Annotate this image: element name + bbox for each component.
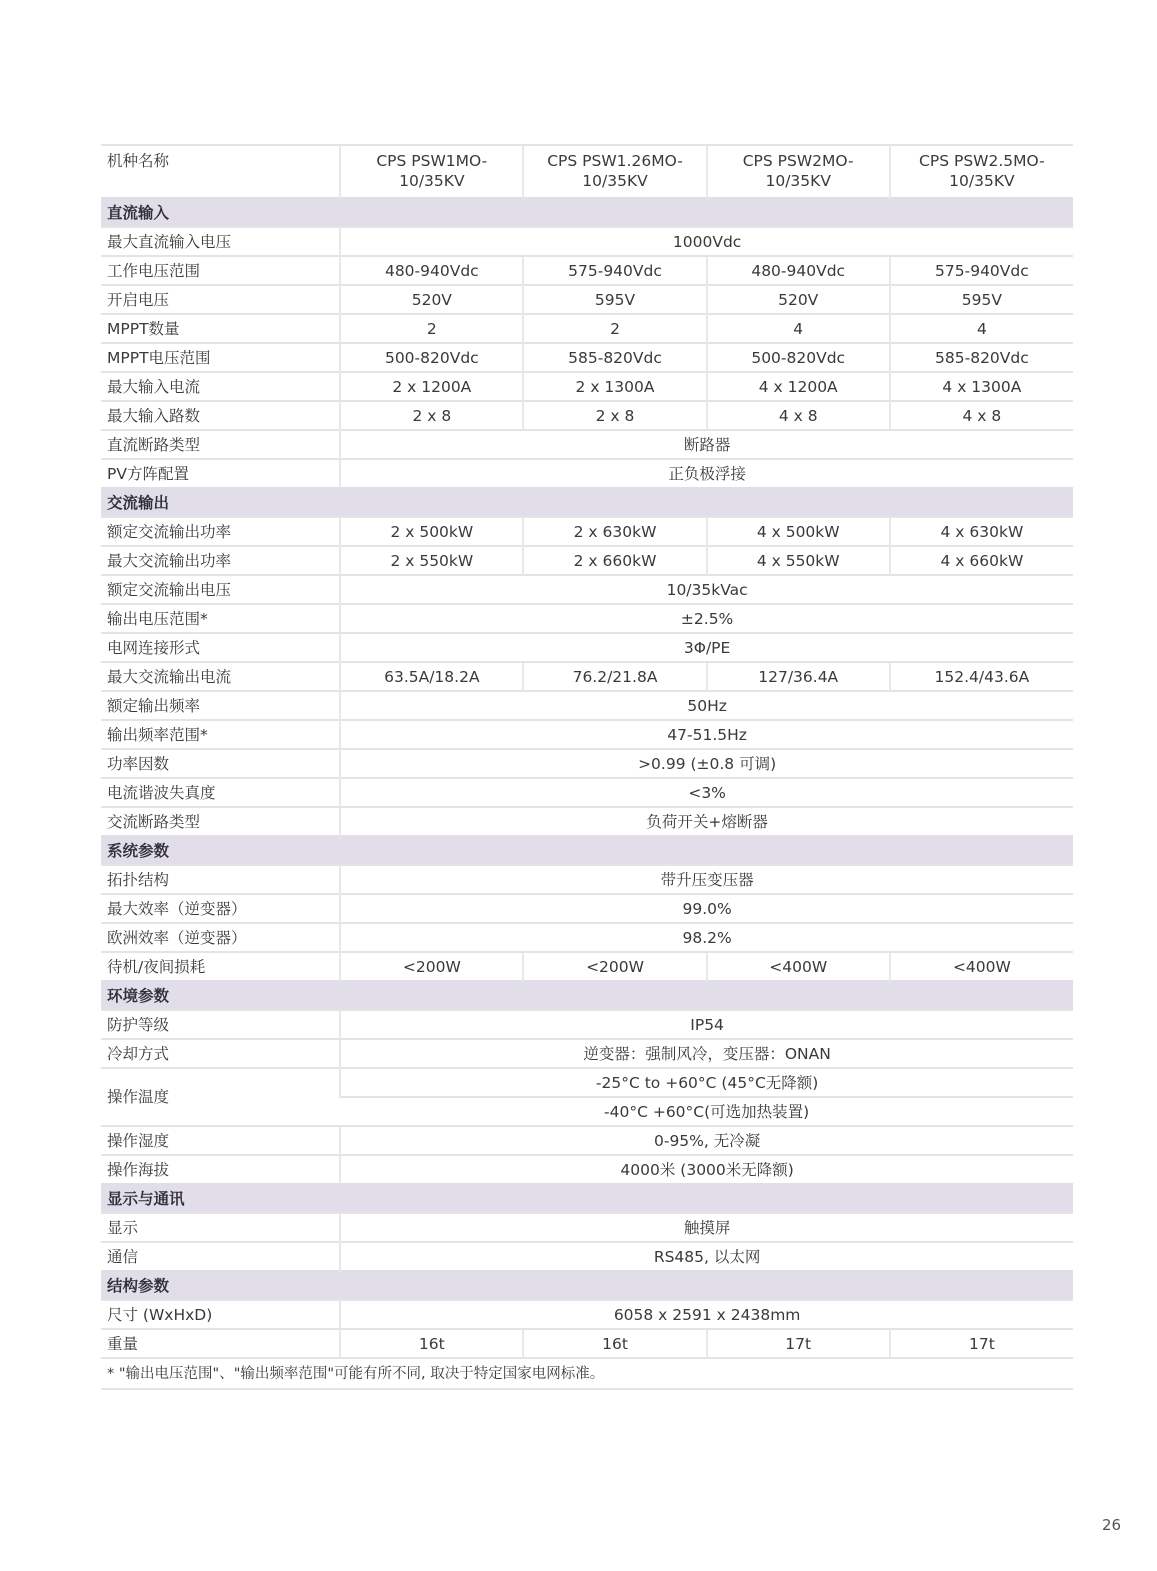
- row-value: 0-95%, 无冷凝: [340, 1126, 1073, 1155]
- page-number: 26: [1102, 1516, 1122, 1534]
- spec-table: [101, 144, 1073, 1390]
- section-title: 显示与通讯: [101, 1184, 1073, 1213]
- table-row: [101, 343, 1073, 372]
- table-row: [101, 227, 1073, 256]
- table-row: [101, 923, 1073, 952]
- row-value: 2 x 1300A: [523, 372, 706, 401]
- row-label: PV方阵配置: [101, 459, 340, 488]
- table-row: [101, 662, 1073, 691]
- row-label: 最大输入路数: [101, 401, 340, 430]
- table-row: [101, 1155, 1073, 1184]
- row-value: 2 x 550kW: [340, 546, 523, 575]
- table-row: [101, 285, 1073, 314]
- row-value: <3%: [340, 778, 1073, 807]
- table-row: [101, 894, 1073, 923]
- row-label: 直流断路类型: [101, 430, 340, 459]
- row-label: 拓扑结构: [101, 865, 340, 894]
- row-label: 额定交流输出电压: [101, 575, 340, 604]
- row-value: 152.4/43.6A: [890, 662, 1073, 691]
- row-value: 2 x 1200A: [340, 372, 523, 401]
- row-label: 防护等级: [101, 1010, 340, 1039]
- row-value: 17t: [890, 1329, 1073, 1358]
- section-title: 系统参数: [101, 836, 1073, 865]
- row-label: 重量: [101, 1329, 340, 1358]
- row-label: 电网连接形式: [101, 633, 340, 662]
- row-label: 输出电压范围*: [101, 604, 340, 633]
- row-value: 2: [523, 314, 706, 343]
- row-value: 3Φ/PE: [340, 633, 1073, 662]
- row-value: 4 x 8: [890, 401, 1073, 430]
- table-row: [101, 633, 1073, 662]
- section-row: [101, 836, 1073, 865]
- row-value: 4000米 (3000米无降额): [340, 1155, 1073, 1184]
- table-row: [101, 1126, 1073, 1155]
- row-value: 16t: [523, 1329, 706, 1358]
- row-value: 4: [890, 314, 1073, 343]
- row-value: 16t: [340, 1329, 523, 1358]
- row-value: 4 x 1300A: [890, 372, 1073, 401]
- row-label: 冷却方式: [101, 1039, 340, 1068]
- table-row: [101, 1039, 1073, 1068]
- row-value: 47-51.5Hz: [340, 720, 1073, 749]
- section-title: 环境参数: [101, 981, 1073, 1010]
- header-model: CPS PSW1.26MO- 10/35KV: [523, 145, 706, 198]
- row-value: >0.99 (±0.8 可调): [340, 749, 1073, 778]
- row-label: 最大效率（逆变器）: [101, 894, 340, 923]
- row-value: 4 x 550kW: [707, 546, 890, 575]
- row-label: 待机/夜间损耗: [101, 952, 340, 981]
- row-value: 500-820Vdc: [707, 343, 890, 372]
- row-value: 50Hz: [340, 691, 1073, 720]
- table-row: [101, 807, 1073, 836]
- row-value: ±2.5%: [340, 604, 1073, 633]
- section-title: 交流输出: [101, 488, 1073, 517]
- row-value: 17t: [707, 1329, 890, 1358]
- table-row: [101, 372, 1073, 401]
- row-value: 575-940Vdc: [523, 256, 706, 285]
- table-row: [101, 1010, 1073, 1039]
- row-value: 520V: [707, 285, 890, 314]
- table-row: [101, 1300, 1073, 1329]
- row-value: 520V: [340, 285, 523, 314]
- row-label: 交流断路类型: [101, 807, 340, 836]
- row-value: 4 x 500kW: [707, 517, 890, 546]
- row-value: -40°C +60°C(可选加热装置): [340, 1097, 1073, 1126]
- row-value: 2 x 660kW: [523, 546, 706, 575]
- row-value: 575-940Vdc: [890, 256, 1073, 285]
- row-value: 断路器: [340, 430, 1073, 459]
- header-label: 机种名称: [101, 145, 340, 198]
- row-label: 显示: [101, 1213, 340, 1242]
- header-model: CPS PSW2MO- 10/35KV: [707, 145, 890, 198]
- row-label: 最大直流输入电压: [101, 227, 340, 256]
- row-value: 带升压变压器: [340, 865, 1073, 894]
- row-label: 尺寸 (WxHxD): [101, 1300, 340, 1329]
- section-row: [101, 1271, 1073, 1300]
- row-value: IP54: [340, 1010, 1073, 1039]
- row-value: 10/35kVac: [340, 575, 1073, 604]
- row-value: 4 x 660kW: [890, 546, 1073, 575]
- section-title: 结构参数: [101, 1271, 1073, 1300]
- table-row: [101, 778, 1073, 807]
- section-row: [101, 1184, 1073, 1213]
- row-value: 4: [707, 314, 890, 343]
- row-label: 通信: [101, 1242, 340, 1271]
- footnote-row: [101, 1358, 1073, 1389]
- row-value: -25°C to +60°C (45°C无降额): [340, 1068, 1073, 1097]
- row-label: 最大输入电流: [101, 372, 340, 401]
- row-value: 2 x 8: [523, 401, 706, 430]
- table-row: [101, 952, 1073, 981]
- table-row: [101, 1213, 1073, 1242]
- row-label: MPPT数量: [101, 314, 340, 343]
- table-row: [101, 459, 1073, 488]
- section-row: [101, 488, 1073, 517]
- row-value: 76.2/21.8A: [523, 662, 706, 691]
- row-value: 4 x 8: [707, 401, 890, 430]
- row-value: 4 x 630kW: [890, 517, 1073, 546]
- header-model: CPS PSW1MO- 10/35KV: [340, 145, 523, 198]
- row-value: 2: [340, 314, 523, 343]
- row-label: 功率因数: [101, 749, 340, 778]
- row-label: 输出频率范围*: [101, 720, 340, 749]
- row-label: 工作电压范围: [101, 256, 340, 285]
- row-value: 500-820Vdc: [340, 343, 523, 372]
- row-value: 4 x 1200A: [707, 372, 890, 401]
- row-label: 欧洲效率（逆变器）: [101, 923, 340, 952]
- row-label: MPPT电压范围: [101, 343, 340, 372]
- table-row: [101, 749, 1073, 778]
- row-value: 逆变器：强制风冷，变压器：ONAN: [340, 1039, 1073, 1068]
- spec-table-body: [101, 145, 1073, 1389]
- table-row: [101, 256, 1073, 285]
- row-value: <200W: [523, 952, 706, 981]
- section-title: 直流输入: [101, 198, 1073, 227]
- section-row: [101, 981, 1073, 1010]
- row-value: 2 x 630kW: [523, 517, 706, 546]
- row-value: 1000Vdc: [340, 227, 1073, 256]
- table-row: [101, 401, 1073, 430]
- header-model: CPS PSW2.5MO- 10/35KV: [890, 145, 1073, 198]
- table-row: [101, 1329, 1073, 1358]
- row-label: 额定交流输出功率: [101, 517, 340, 546]
- row-value: 触摸屏: [340, 1213, 1073, 1242]
- row-value: <400W: [890, 952, 1073, 981]
- table-row: [101, 575, 1073, 604]
- row-label: 开启电压: [101, 285, 340, 314]
- row-label: 额定输出频率: [101, 691, 340, 720]
- row-value: 63.5A/18.2A: [340, 662, 523, 691]
- row-label: 最大交流输出功率: [101, 546, 340, 575]
- row-value: 595V: [523, 285, 706, 314]
- table-row: [101, 314, 1073, 343]
- table-row: [101, 546, 1073, 575]
- table-row: [101, 1242, 1073, 1271]
- table-row: [101, 517, 1073, 546]
- row-value: 正负极浮接: [340, 459, 1073, 488]
- row-value: 98.2%: [340, 923, 1073, 952]
- row-value: <400W: [707, 952, 890, 981]
- row-value: RS485, 以太网: [340, 1242, 1073, 1271]
- footnote: * "输出电压范围"、"输出频率范围"可能有所不同, 取决于特定国家电网标准。: [101, 1358, 1073, 1389]
- table-header-row: [101, 145, 1073, 198]
- table-row: [101, 865, 1073, 894]
- row-value: 2 x 8: [340, 401, 523, 430]
- row-value: 480-940Vdc: [340, 256, 523, 285]
- row-value: 480-940Vdc: [707, 256, 890, 285]
- row-value: 127/36.4A: [707, 662, 890, 691]
- row-value: 595V: [890, 285, 1073, 314]
- row-label: 操作湿度: [101, 1126, 340, 1155]
- table-row: [101, 430, 1073, 459]
- table-row: [101, 691, 1073, 720]
- row-value: 585-820Vdc: [890, 343, 1073, 372]
- table-row: [101, 720, 1073, 749]
- row-label: 操作温度: [101, 1068, 340, 1126]
- section-row: [101, 198, 1073, 227]
- row-value: 负荷开关+熔断器: [340, 807, 1073, 836]
- row-value: 585-820Vdc: [523, 343, 706, 372]
- table-row: [101, 604, 1073, 633]
- table-row: [101, 1068, 1073, 1097]
- row-value: <200W: [340, 952, 523, 981]
- row-label: 电流谐波失真度: [101, 778, 340, 807]
- row-value: 6058 x 2591 x 2438mm: [340, 1300, 1073, 1329]
- row-value: 99.0%: [340, 894, 1073, 923]
- row-value: 2 x 500kW: [340, 517, 523, 546]
- row-label: 操作海拔: [101, 1155, 340, 1184]
- row-label: 最大交流输出电流: [101, 662, 340, 691]
